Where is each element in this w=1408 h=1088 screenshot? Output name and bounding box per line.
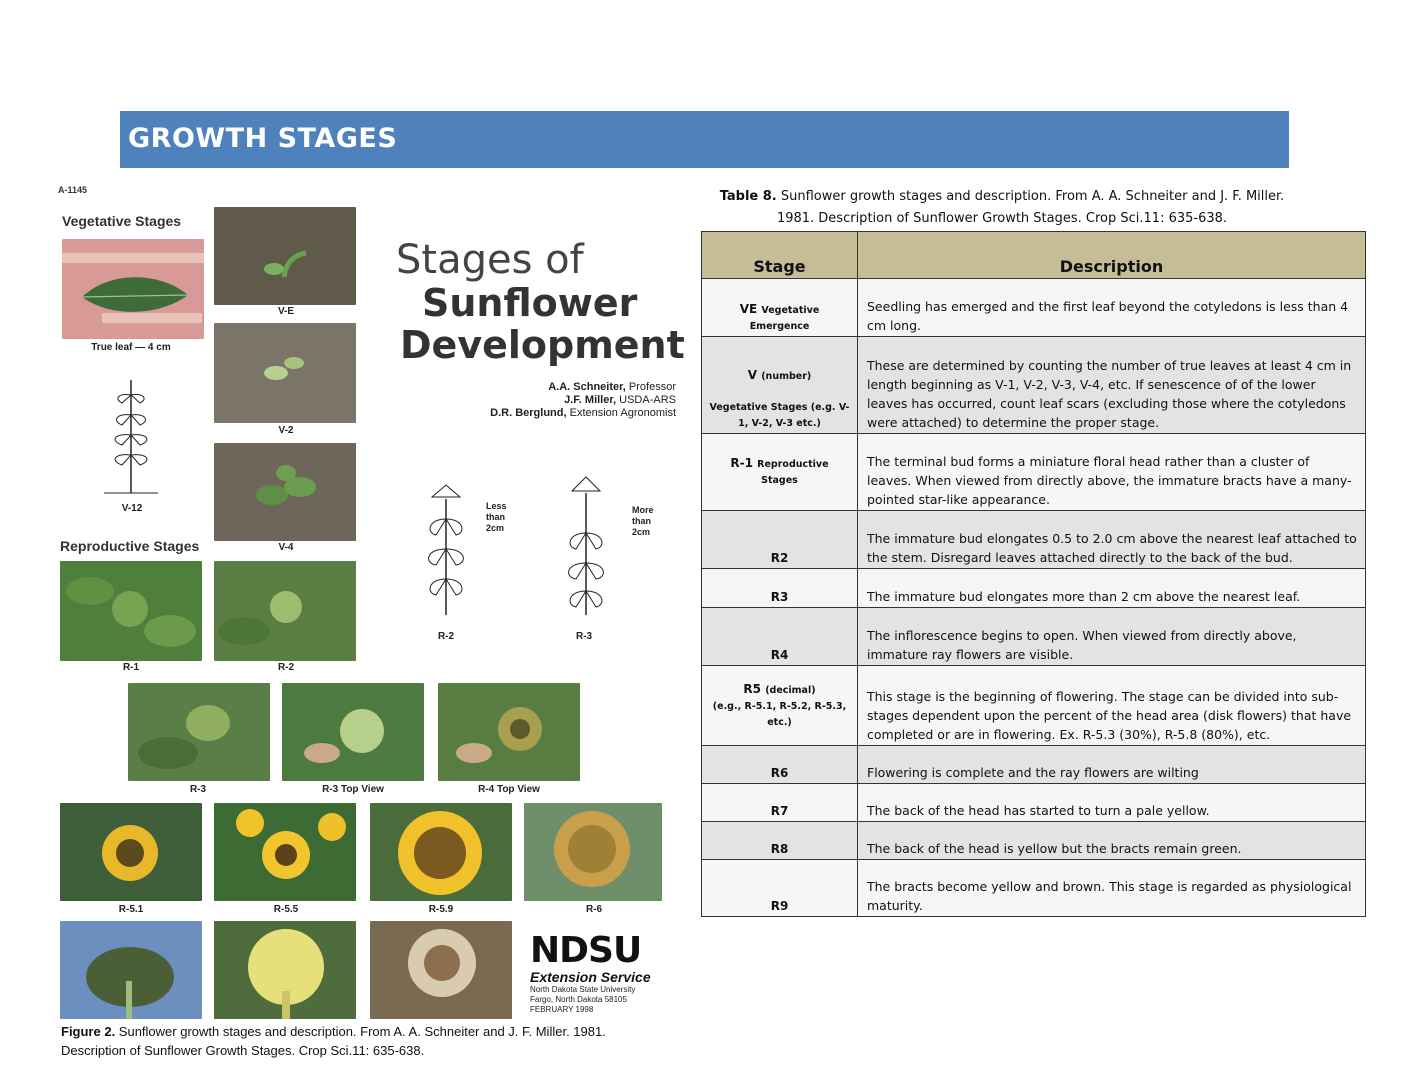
figure-caption-label: Figure 2. <box>61 1024 116 1039</box>
more-than-label: More than 2cm <box>632 505 654 537</box>
r4-top-view-photo <box>438 683 580 781</box>
r6-caption: R-6 <box>585 904 603 915</box>
sunflower-stages-figure <box>56 183 685 1021</box>
r2-drawing <box>406 479 486 619</box>
table-row <box>702 337 1366 434</box>
table-caption-label: Table 8. <box>719 189 777 204</box>
ndsu-university: North Dakota State University <box>530 985 636 994</box>
r2-drawing-caption: R-2 <box>437 631 455 642</box>
stage-subnote: Vegetative Stages (e.g. V-1, V-2, V-3 etc.) <box>709 402 850 429</box>
table-row <box>702 784 1366 822</box>
v4-photo <box>214 443 356 541</box>
ndsu-address: Fargo, North Dakota 58105 <box>530 995 627 1004</box>
table-row <box>702 822 1366 860</box>
r9-photo <box>370 921 512 1019</box>
description-cell: The back of the head has started to turn a pale yellow. <box>858 784 1366 822</box>
author-name: J.F. Miller, <box>564 394 617 406</box>
stage-cell <box>702 434 858 511</box>
less-than-label: Less than 2cm <box>486 501 507 533</box>
stage-column-header: Stage <box>702 232 858 279</box>
r5-5-caption: R-5.5 <box>273 904 299 915</box>
stage-note: Reproductive <box>757 459 829 470</box>
r5-9-caption: R-5.9 <box>428 904 454 915</box>
r5-9-photo <box>370 803 512 901</box>
author-role: USDA-ARS <box>616 394 676 406</box>
stage-code: VE <box>739 302 758 316</box>
figure-title-line3: Development <box>400 323 685 367</box>
leaf-ruler-illustration <box>62 239 204 339</box>
table-header-row <box>702 232 1366 279</box>
true-leaf-photo <box>62 239 204 339</box>
author-role: Extension Agronomist <box>566 407 676 419</box>
r2-photo <box>214 561 356 661</box>
r3-top-view-photo <box>282 683 424 781</box>
r3-drawing-caption: R-3 <box>575 631 593 642</box>
ndsu-extension-service: Extension Service <box>530 969 651 985</box>
ndsu-date: FEBRUARY 1998 <box>530 1005 594 1012</box>
stage-cell <box>702 337 858 434</box>
ve-caption: V-E <box>277 306 295 317</box>
description-cell: The immature bud elongates 0.5 to 2.0 cm above the nearest leaf attached to the stem. Disregard leaves attached directly to the back of the bud. <box>858 511 1366 569</box>
vegetative-stages-label: Vegetative Stages <box>62 213 182 229</box>
r4-top-view-caption: R-4 Top View <box>478 784 540 795</box>
r3-caption: R-3 <box>189 784 207 795</box>
description-cell: The terminal bud forms a miniature floral head rather than a cluster of leaves. When viewed from directly above, the immature bracts have a many-pointed star-like appearance. <box>858 434 1366 511</box>
r8-photo <box>214 921 356 1019</box>
figure-title-line1: Stages of <box>396 237 584 283</box>
figure-title-line2: Sunflower <box>422 281 638 325</box>
description-column-header: Description <box>858 232 1366 279</box>
r5-5-photo <box>214 803 356 901</box>
author-name: A.A. Schneiter, <box>548 381 626 393</box>
stage-cell <box>702 666 858 746</box>
stage-cell: R8 <box>702 822 858 860</box>
description-cell: Seedling has emerged and the first leaf beyond the cotyledons is less than 4 cm long. <box>858 279 1366 337</box>
table-row <box>702 860 1366 917</box>
r2-caption: R-2 <box>277 662 295 673</box>
r1-caption: R-1 <box>122 662 140 673</box>
table-row <box>702 434 1366 511</box>
table-row <box>702 511 1366 569</box>
v12-caption: V-12 <box>121 503 143 514</box>
author-line <box>436 394 676 407</box>
description-cell: The bracts become yellow and brown. This stage is regarded as physiological maturity. <box>858 860 1366 917</box>
stage-code: R-1 <box>730 456 753 470</box>
stage-note: Vegetative <box>761 305 820 316</box>
stage-cell: R2 <box>702 511 858 569</box>
growth-stages-table <box>701 231 1366 917</box>
reproductive-stages-label: Reproductive Stages <box>60 538 200 554</box>
table-row <box>702 279 1366 337</box>
author-line <box>436 407 676 420</box>
stage-cell: R7 <box>702 784 858 822</box>
figure-caption-text: Sunflower growth stages and description. From A. A. Schneiter and J. F. Miller. 1981. Description of Sunflower Growth Stages. Crop Sci.11: 635-638. <box>61 1024 606 1058</box>
stage-cell: R3 <box>702 569 858 608</box>
r5-1-caption: R-5.1 <box>118 904 144 915</box>
author-line <box>436 381 676 394</box>
stage-subnote: Emergence <box>749 321 810 332</box>
table-row <box>702 608 1366 666</box>
r3-drawing <box>546 473 626 619</box>
stage-subnote: (e.g., R-5.1, R-5.2, R-5.3, etc.) <box>712 700 847 728</box>
v12-drawing <box>96 375 166 497</box>
authors-list <box>436 381 676 420</box>
publication-code: A-1145 <box>58 185 88 195</box>
description-cell: Flowering is complete and the ray flowers are wilting <box>858 746 1366 784</box>
description-cell: The inflorescence begins to open. When viewed from directly above, immature ray flowers are visible. <box>858 608 1366 666</box>
stage-code: V <box>747 368 758 382</box>
stage-note: (number) <box>761 371 812 382</box>
stage-cell: R4 <box>702 608 858 666</box>
v2-photo <box>214 323 356 423</box>
stage-subnote: Stages <box>761 475 798 486</box>
section-title: GROWTH STAGES <box>128 123 398 154</box>
description-cell: The immature bud elongates more than 2 cm above the nearest leaf. <box>858 569 1366 608</box>
section-banner <box>120 111 1289 168</box>
ve-photo <box>214 207 356 305</box>
author-role: Professor <box>625 381 676 393</box>
description-cell: These are determined by counting the number of true leaves at least 4 cm in length beginning as V-1, V-2, V-3, V-4, etc. If senescence of of the lower leaves has occurred, count leaf scars (excluding those where the cotyledons were attached) to determine the proper stage. <box>858 337 1366 434</box>
r7-photo <box>60 921 202 1019</box>
description-cell: The back of the head is yellow but the bracts remain green. <box>858 822 1366 860</box>
true-leaf-caption: True leaf — 4 cm <box>91 342 171 353</box>
v2-caption: V-2 <box>278 425 294 436</box>
r6-photo <box>524 803 662 901</box>
stage-code: R5 <box>743 681 761 696</box>
table-row <box>702 569 1366 608</box>
author-name: D.R. Berglund, <box>490 407 567 419</box>
ndsu-logo-block <box>530 930 670 1012</box>
stage-cell <box>702 279 858 337</box>
stage-cell: R9 <box>702 860 858 917</box>
figure-title-block <box>396 237 685 367</box>
r3-top-view-caption: R-3 Top View <box>322 784 384 795</box>
v4-caption: V-4 <box>278 542 294 553</box>
figure-caption <box>61 1022 661 1060</box>
r5-1-photo <box>60 803 202 901</box>
table-caption-text: Sunflower growth stages and description. From A. A. Schneiter and J. F. Miller. 1981. Description of Sunflower Growth Stages. Crop Sci.11: 635-638. <box>776 189 1285 226</box>
description-cell: This stage is the beginning of flowering. The stage can be divided into sub-stages dependent upon the percent of the head area (disk flowers) that have completed or are in flowering. Ex. R-5.3 (30%), R-5.8 (80%), etc. <box>858 666 1366 746</box>
stage-note: (decimal) <box>765 684 816 696</box>
r1-photo <box>60 561 202 661</box>
stage-cell: R6 <box>702 746 858 784</box>
table-row <box>702 666 1366 746</box>
ndsu-logo: NDSU <box>530 930 642 971</box>
table-caption <box>702 186 1302 230</box>
table-row <box>702 746 1366 784</box>
r3-photo <box>128 683 270 781</box>
